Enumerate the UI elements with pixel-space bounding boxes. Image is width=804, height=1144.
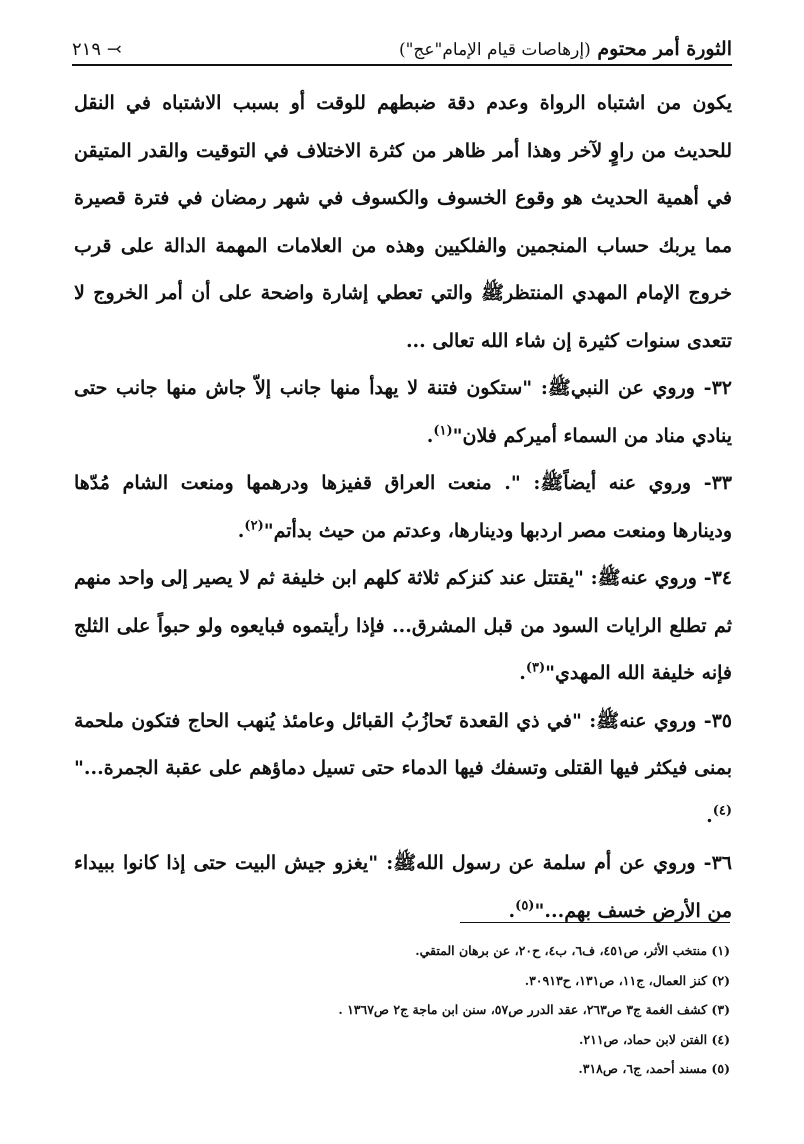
hadith-32 (74, 365, 732, 460)
footnotes (74, 936, 730, 1084)
chapter-title: (إرهاصات قيام الإمام"عج") (398, 40, 591, 60)
footnote-3: (٣) كشف الغمة ج٣ ص٢٦٣، عقد الدرر ص٥٧، سنن ابن ماجة ج٢ ص١٣٦٧ . (338, 1002, 730, 1017)
footnote-1: (١) منتخب الأثر، ص٤٥١، ف٦، ب٤، ح٢٠، عن برهان المتقي. (415, 943, 730, 958)
footnote-ref: (٤) (712, 803, 732, 819)
hadith-text: ٣٦- وروي عن أم سلمة عن رسول اللهﷺ: "يغزو جيش البيت حتى إذا كانوا ببيداء من الأرض خسف بهم..." (74, 852, 732, 922)
book-title: الثورة أمر محتوم (597, 38, 732, 60)
hadith-end: . (706, 804, 713, 827)
main-text (74, 80, 732, 935)
hadith-text: ٣٢- وروي عن النبيﷺ: "ستكون فتنة لا يهدأ منها جانب إلاّ جاش منها جانب حتى ينادي مناد من السماء أميركم فلان" (74, 377, 732, 447)
hadith-35 (74, 698, 732, 841)
hadith-end: . (519, 662, 526, 684)
hadith-end: . (508, 899, 516, 922)
hadith-end: . (426, 424, 434, 447)
header-title (399, 38, 732, 60)
footnote-ref: (١) (433, 423, 453, 439)
hadith-text: ٣٣- وروي عنه أيضاًﷺ: ". منعت العراق قفيزها ودرهمها ومنعت الشام مُدّها ودينارها ومنعت مصر اردبها ودينارها، وعدتم من حيث بدأتم" (74, 472, 732, 542)
hadith-34 (74, 555, 732, 698)
footnote-2: (٢) كنز العمال، ج١١، ص١٣١، ح٣٠٩١٣. (524, 972, 730, 988)
intro-paragraph: يكون من اشتباه الرواة وعدم دقة ضبطهم للوقت أو بسبب الاشتباه في النقل للحديث من راوٍ لآخر وهذا أمر ظاهر من كثرة الاختلاف في التوقيت والقدر المتيقن في أهمية الحديث هو وقوع الخسوف والكسوف في شهر رمضان في فترة قصيرة مما يربك حساب المنجمين والفلكيين وهذه من العلامات المهمة الدالة على قرب خروج الإمام المهدي المنتظرﷺ والتي تعطي إشارة واضحة على أن أمر الخروج لا تتعدى سنوات كثيرة إن شاء الله تعالى ... (74, 92, 732, 352)
hadith-text: ٣٥- وروي عنهﷺ: "في ذي القعدة تَحازُبُ القبائل وعامئذ يُنهب الحاج فتكون ملحمة بمنى فيكثر فيها القتلى وتسفك فيها الدماء حتى تسيل دماؤهم على عقبة الجمرة..." (74, 709, 732, 779)
page-number-group (72, 39, 122, 60)
page-ornament-icon: ⤙ (106, 39, 122, 60)
hadith-end: . (237, 519, 245, 542)
footnote-4: (٤) الفتن لابن حماد، ص٢١١. (579, 1031, 730, 1047)
footnote-ref: (٥) (515, 898, 535, 914)
hadith-text: ٣٤- وروي عنهﷺ: "يقتتل عند كنزكم ثلاثة كلهم ابن خليفة ثم لا يصير إلى واحد منهم ثم تطلع الرايات السود من قبل المشرق... فإذا رأيتموه فبايعوه ولو حبواً على الثلج فإنه خليفة الله المهدي" (74, 567, 732, 684)
footnote-separator (460, 922, 730, 923)
running-header (72, 26, 732, 66)
hadith-36 (74, 840, 732, 935)
footnote-ref: (٢) (244, 518, 264, 534)
footnote-5: (٥) مسند أحمد، ج٦، ص٣١٨. (578, 1061, 730, 1076)
page-number: ٢١٩ (72, 39, 102, 60)
footnote-ref: (٣) (525, 660, 546, 676)
hadith-33 (74, 460, 732, 555)
